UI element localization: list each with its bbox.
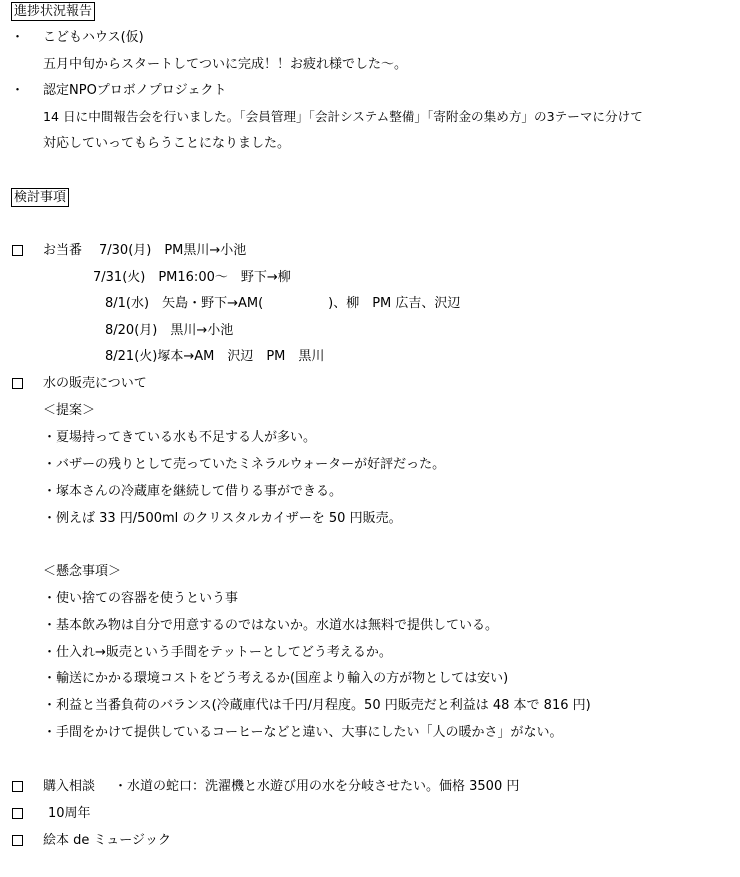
duty-line: 8/1(水) 矢島・野下→AM( )、柳 PM 広吉、沢辺 xyxy=(105,296,461,311)
concern-item: ・輸送にかかる環境コストをどう考えるか(国産より輸入の方が物としては安い) xyxy=(43,671,509,686)
progress-item-text: 14 日に中間報告会を行いました。「会員管理」「会計システム整備」「寄附金の集め方」の3テーマに分けて xyxy=(43,109,643,124)
section-title-review: 検討事項 xyxy=(11,188,69,207)
progress-item-text: 五月中旬からスタートしてついに完成！！お疲れ様でした～。 xyxy=(43,57,408,72)
proposal-item: ・例えば 33 円/500ml のクリスタルカイザーを 50 円販売。 xyxy=(43,511,402,526)
purchase-text: ・水道の蛇口：洗濯機と水遊び用の水を分岐させたい。価格 3500 円 xyxy=(114,779,520,794)
duty-line: 8/21(火)塚本→AM 沢辺 PM 黒川 xyxy=(105,349,325,364)
concern-item: ・利益と当番負荷のバランス(冷蔵庫代は千円/月程度。50 円販売だと利益は 48 本で 816 円) xyxy=(43,698,591,713)
duty-line: 7/31(火) PM16:00～ 野下→柳 xyxy=(93,270,291,285)
progress-item-title: こどもハウス(仮) xyxy=(43,30,144,45)
duty-line: 8/20(月) 黒川→小池 xyxy=(105,323,234,338)
concern-item: ・手間をかけて提供しているコーヒーなどと違い、大事にしたい「人の暖かさ」がない。 xyxy=(43,725,563,740)
proposal-heading: ＜提案＞ xyxy=(43,403,96,418)
water-title: 水の販売について xyxy=(43,376,147,391)
progress-item-text: 対応していってもらうことになりました。 xyxy=(43,136,291,151)
concern-item: ・仕入れ→販売という手間をテットーとしてどう考えるか。 xyxy=(43,645,392,660)
bullet: ・ xyxy=(11,83,25,98)
proposal-item: ・バザーの残りとして売っていたミネラルウォーターが好評だった。 xyxy=(43,457,446,472)
bullet: ・ xyxy=(11,30,25,45)
checkbox-icon xyxy=(12,781,23,792)
duty-label: お当番 xyxy=(43,243,83,258)
checkbox-icon xyxy=(12,245,23,256)
picturebook-item: 絵本 de ミュージック xyxy=(43,833,171,848)
concern-item: ・使い捨ての容器を使うという事 xyxy=(43,591,239,606)
concern-heading: ＜懸念事項＞ xyxy=(43,564,122,579)
checkbox-icon xyxy=(12,835,23,846)
concern-item: ・基本飲み物は自分で用意するのではないか。水道水は無料で提供している。 xyxy=(43,618,499,633)
section-title-progress: 進捗状況報告 xyxy=(11,2,95,21)
checkbox-icon xyxy=(12,808,23,819)
anniversary-item: 10周年 xyxy=(48,806,91,821)
progress-item-title: 認定NPOプロボノプロジェクト xyxy=(43,83,227,98)
proposal-item: ・塚本さんの冷蔵庫を継続して借りる事ができる。 xyxy=(43,484,343,499)
proposal-item: ・夏場持ってきている水も不足する人が多い。 xyxy=(43,430,317,445)
purchase-label: 購入相談 xyxy=(43,779,96,794)
duty-line: 7/30(月) PM黒川→小池 xyxy=(99,243,247,258)
checkbox-icon xyxy=(12,378,23,389)
